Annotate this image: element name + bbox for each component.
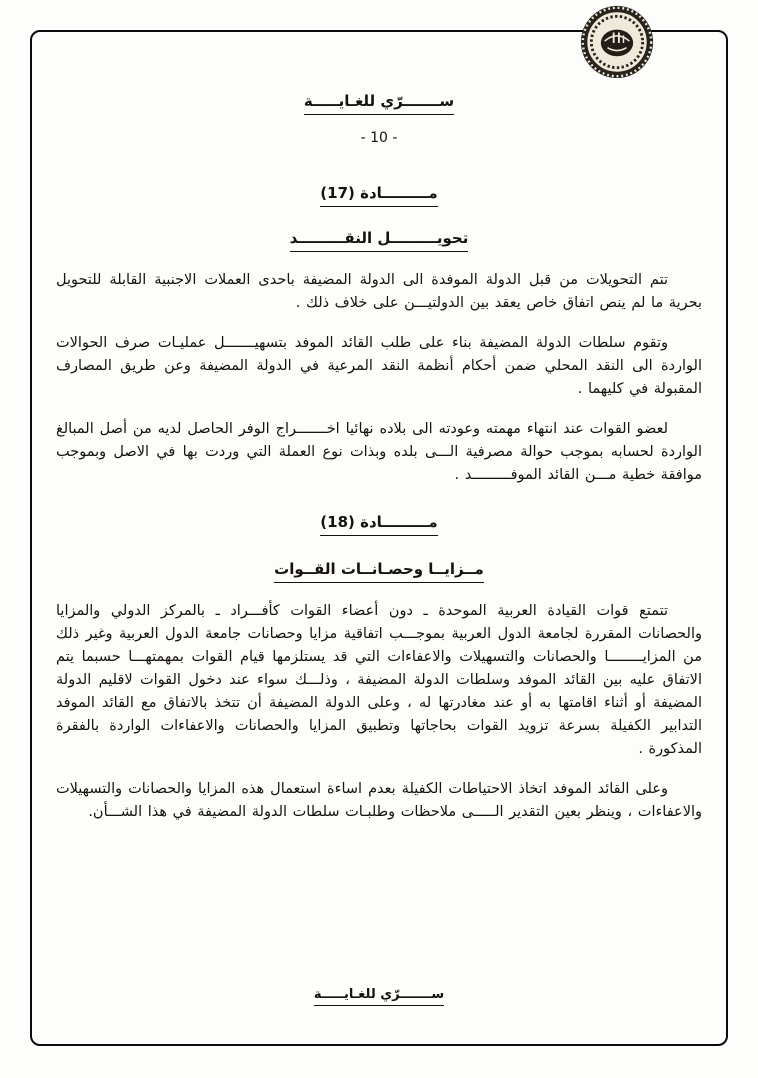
classification-bottom-text: ســـــــرّي للغـايـــــة [314, 987, 444, 1006]
article-18-paragraph-1: تتمتع قوات القيادة العربية الموحدة ـ دون أعضاء القوات كأفـــراد ـ بالمركز الدولي والمزايا والحصانات المقررة لجامعة الدول العربية بموجـــب اتفاقية مزايا وحصانات جامعة الدول العربية وغير ذلك من المزايــــــــا والحصانات والتسهيلات والاعفاءات التي قد يستلزمها قيام القوات بمهمتهـــا حسبما يتم الاتفاق عليه بين القائد الموفد وسلطات الدولة المضيفة ، وذلـــك سواء عند دخول القوات لاقليم الدولة المضيفة أو أثناء اقامتها به أو عند مغادرتها له ، وعلى الدولة المضيفة أن تتخذ بالاتفاق مع القائد الموفد التدابير الكفيلة بسرعة تزويد القوات بحاجاتها وتطبيق المزايا والحصانات والاعفاءات الواردة بالفقرة المذكورة . [56, 603, 702, 757]
article-18-title [56, 560, 702, 583]
article-17-title-text: تحويـــــــــل النقـــــــــد [290, 229, 469, 252]
article-17-heading-text: مـــــــــادة (17) [320, 184, 437, 207]
classification-text: ســـــــرّي للغـايـــــة [304, 92, 454, 115]
article-17-paragraph-2: وتقوم سلطات الدولة المضيفة بناء على طلب القائد الموفد بتسهيـــــــل عمليـات صرف الحوالات الواردة الى النقد المحلي ضمن أحكام أنظمة النقد المرعية في الدولة المضيفة وعن طريق المصارف المقبولة في كليهما . [56, 335, 702, 397]
document-content [56, 0, 702, 1078]
article-17-title [56, 229, 702, 252]
article-18-heading [56, 513, 702, 536]
article-18-heading-text: مـــــــــادة (18) [320, 513, 437, 536]
article-18-title-text: مــزايــا وحصـانــات القــوات [274, 560, 484, 583]
article-17-paragraph-3: لعضو القوات عند انتهاء مهمته وعودته الى بلاده نهائيا اخـــــــراج الوفر الحاصل لديه من أصل المبالغ الواردة لحسابه بموجب حوالة مصرفية الـــى بلده وبذات نوع العملة التي وردت بها في الاصل وبموجب موافقة خطية مـــن القائد الموفـــــــــد . [56, 421, 702, 483]
page-number: - 10 - [360, 130, 398, 146]
article-17-heading [56, 184, 702, 207]
article-17-paragraph-1: تتم التحويلات من قبل الدولة الموفدة الى الدولة المضيفة باحدى العملات الاجنبية القابلة للتحويل بحرية ما لم ينص اتفاق خاص يعقد بين الدولتيـــن على خلاف ذلك . [56, 272, 702, 311]
article-18-paragraph-2: وعلى القائد الموفد اتخاذ الاحتياطات الكفيلة بعدم اساءة استعمال هذه المزايا والحصانات والتسهيلات والاعفاءات ، وينظر بعين التقدير الـــــى ملاحظات وطلبـات سلطات الدولة المضيفة في هذا الشـــأن. [56, 781, 702, 820]
classification-marking-bottom [56, 987, 702, 1006]
classification-marking-top [56, 92, 702, 115]
